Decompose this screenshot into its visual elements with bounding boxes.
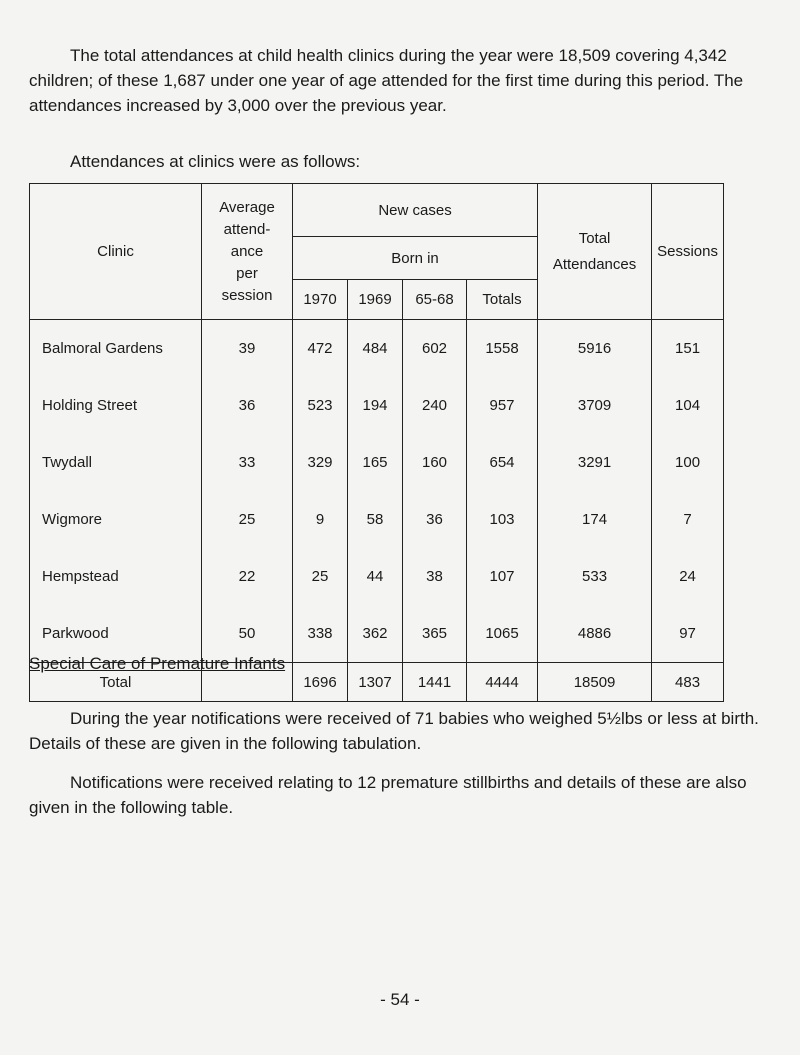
total-65-68: 1441 <box>403 663 467 702</box>
header-born-in: Born in <box>293 237 538 280</box>
cell-1969: 194 <box>348 377 403 434</box>
header-average-line: attend- <box>223 220 271 238</box>
premature-paragraph: During the year notifications were received of 71 babies who weighed 5½lbs or less at birth. Details of these are given in the following tabulation. <box>29 709 759 753</box>
header-year-1969: 1969 <box>348 280 403 320</box>
cell-clinic: Wigmore <box>30 491 202 548</box>
header-sessions: Sessions <box>652 184 724 320</box>
total-totals: 4444 <box>467 663 538 702</box>
cell-totals: 103 <box>467 491 538 548</box>
table-row <box>30 377 724 434</box>
cell-sessions: 100 <box>652 434 724 491</box>
attendance-table <box>29 183 724 702</box>
cell-totals: 107 <box>467 548 538 605</box>
cell-attendances: 3709 <box>538 377 652 434</box>
cell-attendances: 4886 <box>538 605 652 663</box>
cell-attendances: 174 <box>538 491 652 548</box>
header-average-attendance <box>202 184 293 320</box>
cell-65-68: 602 <box>403 320 467 378</box>
cell-average: 25 <box>202 491 293 548</box>
cell-sessions: 24 <box>652 548 724 605</box>
cell-65-68: 38 <box>403 548 467 605</box>
table-body <box>30 320 724 663</box>
cell-1970: 472 <box>293 320 348 378</box>
stillbirths-paragraph: Notifications were received relating to 12 premature stillbirths and details of these are also given in the following table. <box>29 773 747 817</box>
section-heading: Special Care of Premature Infants <box>29 654 286 673</box>
cell-sessions: 151 <box>652 320 724 378</box>
cell-average: 50 <box>202 605 293 663</box>
cell-1969: 484 <box>348 320 403 378</box>
cell-totals: 654 <box>467 434 538 491</box>
cell-1969: 58 <box>348 491 403 548</box>
header-attendances-line: Attendances <box>552 255 637 273</box>
cell-totals: 1065 <box>467 605 538 663</box>
header-average-line: ance <box>230 242 264 260</box>
cell-average: 33 <box>202 434 293 491</box>
total-1970: 1696 <box>293 663 348 702</box>
cell-sessions: 7 <box>652 491 724 548</box>
cell-1970: 329 <box>293 434 348 491</box>
cell-1970: 523 <box>293 377 348 434</box>
cell-sessions: 97 <box>652 605 724 663</box>
header-average-line: per <box>236 264 258 282</box>
cell-average: 36 <box>202 377 293 434</box>
header-clinic: Clinic <box>30 184 202 320</box>
header-total-line: Total <box>578 229 611 247</box>
cell-1970: 9 <box>293 491 348 548</box>
cell-1969: 165 <box>348 434 403 491</box>
cell-65-68: 365 <box>403 605 467 663</box>
cell-totals: 1558 <box>467 320 538 378</box>
cell-65-68: 240 <box>403 377 467 434</box>
intro-paragraph: The total attendances at child health clinics during the year were 18,509 covering 4,342 children; of these 1,687 under one year of age attended for the first time during this period. The attendances increased by 3,000 over the previous year. <box>29 46 744 115</box>
cell-clinic: Hempstead <box>30 548 202 605</box>
cell-65-68: 160 <box>403 434 467 491</box>
table-header <box>30 184 724 320</box>
cell-attendances: 533 <box>538 548 652 605</box>
table-intro: Attendances at clinics were as follows: <box>70 152 361 171</box>
cell-clinic: Balmoral Gardens <box>30 320 202 378</box>
cell-1969: 362 <box>348 605 403 663</box>
table-row <box>30 491 724 548</box>
table-row <box>30 320 724 378</box>
cell-clinic: Twydall <box>30 434 202 491</box>
cell-totals: 957 <box>467 377 538 434</box>
cell-attendances: 5916 <box>538 320 652 378</box>
total-sessions: 483 <box>652 663 724 702</box>
table-row <box>30 434 724 491</box>
header-totals: Totals <box>467 280 538 320</box>
page-number: - 54 - <box>380 990 420 1009</box>
total-attendances: 18509 <box>538 663 652 702</box>
cell-average: 39 <box>202 320 293 378</box>
cell-1970: 25 <box>293 548 348 605</box>
header-new-cases: New cases <box>293 184 538 237</box>
cell-1969: 44 <box>348 548 403 605</box>
table-row <box>30 548 724 605</box>
cell-clinic: Parkwood <box>30 605 202 663</box>
cell-attendances: 3291 <box>538 434 652 491</box>
cell-65-68: 36 <box>403 491 467 548</box>
cell-sessions: 104 <box>652 377 724 434</box>
total-1969: 1307 <box>348 663 403 702</box>
header-total-attendances <box>538 184 652 320</box>
header-year-1970: 1970 <box>293 280 348 320</box>
header-average-line: session <box>221 286 273 304</box>
total-label: Total <box>30 663 202 702</box>
cell-average: 22 <box>202 548 293 605</box>
header-year-65-68: 65-68 <box>403 280 467 320</box>
cell-1970: 338 <box>293 605 348 663</box>
header-average-line: Average <box>219 198 275 216</box>
cell-clinic: Holding Street <box>30 377 202 434</box>
